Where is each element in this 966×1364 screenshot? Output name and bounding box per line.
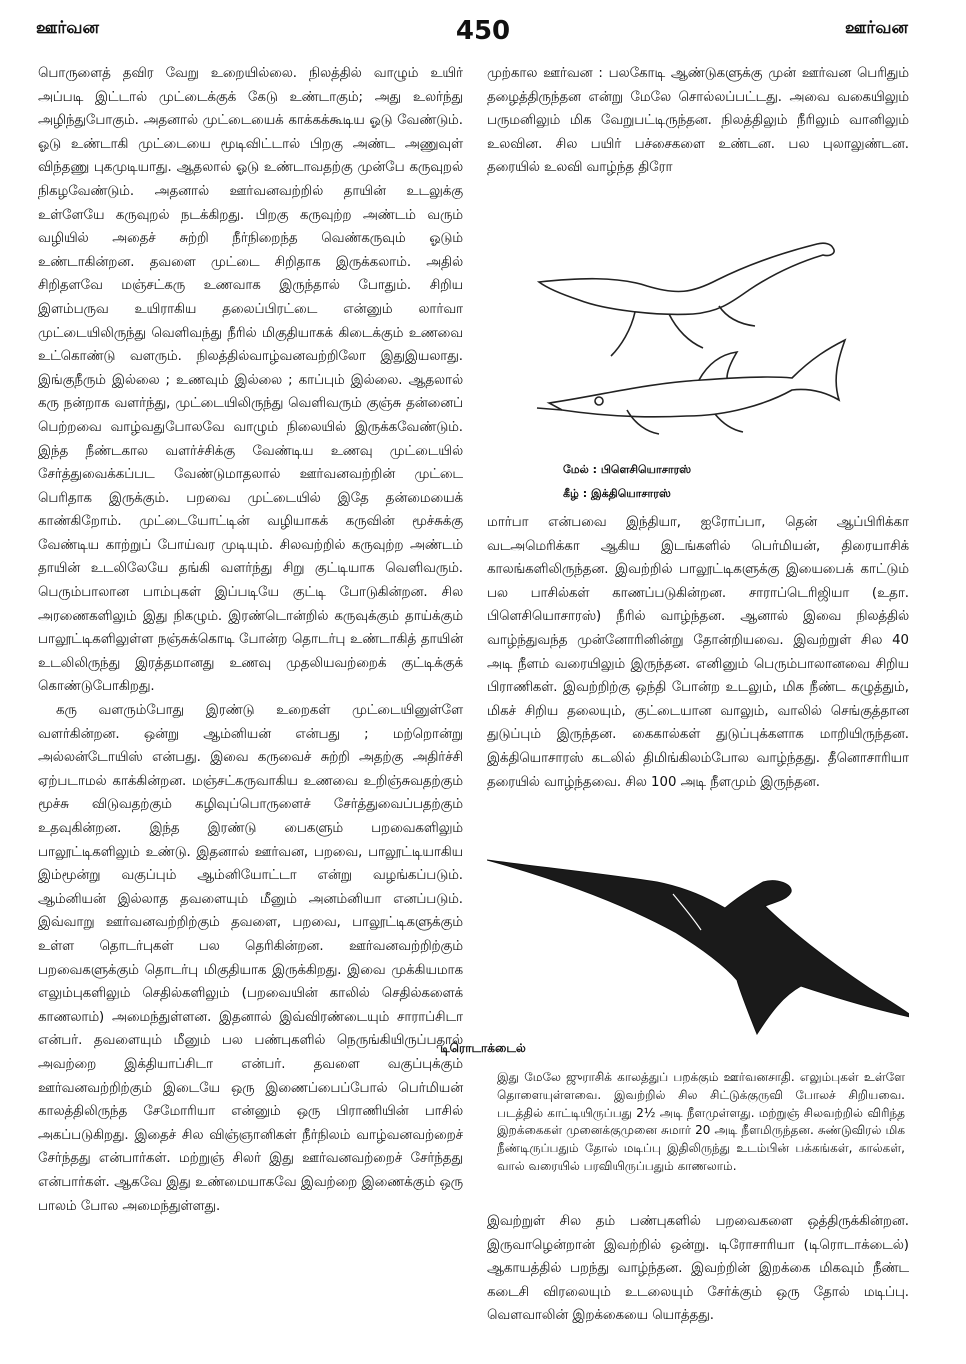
left-paragraph-1: பொருளைத் தவிர வேறு உறையில்லை. நிலத்தில் வாழும் உயிர் அப்படி இட்டால் முட்டைக்குக் கேடு உண்டாகும்; அது உலர்ந்து அழிந்துபோகும். அதனால் முட்டையைக் காக்கக்கூடிய ஓடு வேண்டும். ஓடு உண்டாகி முட்டையை மூடிவிட்டால் பிறகு அண்ட அணுவுள் விந்தணு புகமுடியாது. ஆதலால் ஓடு உண்டாவதற்கு முன்பே கருவுறல் நிகழவேண்டும். அதனால் ஊர்வனவற்றில் தாயின் உடலுக்கு உள்ளேயே கருவுறல் நடக்கிறது. பிறகு கருவுற்ற அண்டம் வரும் வழியில் அதைச் சுற்றி நீர்நிறைந்த வெண்கருவும் ஓடும் உண்டாகின்றன. தவளை முட்டை சிறிதாக இருக்கலாம். அதில் சிறிதளவே மஞ்சட்கரு உணவாக இருந்தால் போதும். சிறிய இளம்பருவ உயிராகிய தலைப்பிரட்டை என்னும் லார்வா முட்டையிலிருந்து வெளிவந்து நீரில் மிகுதியாகக் கிடைக்கும் உணவை உட்கொண்டு வளரும். நிலத்தில்வாழ்வனவற்றிலோ இதுஇயலாது. இங்குநீரும் இல்லை ; உணவும் இல்லை ; காப்பும் இல்லை. ஆதலால் கரு நன்றாக வளர்ந்து, முட்டையிலிருந்து வெளிவரும் குஞ்சு தன்னைப் பெற்றவை வாழ்வதுபோலவே வாழும் நிலையில் இருக்கவேண்டும். இந்த நீண்டகால வளர்ச்சிக்கு வேண்டிய உணவு முட்டையில் சேர்த்துவைக்கப்பட வேண்டுமாதலால் ஊர்வனவற்றின் முட்டை பெரிதாக இருக்கும். பறவை முட்டையில் இதே தன்மையைக் காண்கிறோம். முட்டையோட்டின் வழியாகக் கருவின் மூச்சுக்கு வேண்டிய காற்றுப் போய்வர முடியும். சிலவற்றில் கருவுற்ற அண்டம் தாயின் உடலிலேயே தங்கி வளர்ந்து சிறு குட்டியாக வெளிவரும். பெரும்பாலான பாம்புகள் இப்படியே குட்டி போடுகின்றன. சில அரணைகளிலும் இது நிகழும். இரண்டொன்றில் கருவுக்கும் தாய்க்கும் பாலூட்டிகளிலுள்ள நஞ்சுக்கொடி போன்ற தொடர்பு உண்டாகித் தாயின் உடலிலிருந்து இரத்தமானது உணவு முதலியவற்றைக் குட்டிக்குக் கொண்டுபோகிறது. [38,66,463,695]
right-paragraph-3-text: இவற்றுள் சில தம் பண்புகளில் பறவைகளை ஒத்திருக்கின்றன. இருவாழென்றான் இவற்றில் ஒன்று. டிரோசாரியா (டிரொடாக்டைல்) ஆகாயத்தில் பறந்து வாழ்ந்தன. இவற்றின் இறக்கை மிகவும் நீண்ட கடைசி விரலையும் உடலையும் சேர்க்கும் ஒரு தோல் மடிப்பு. வெளவாலின் இறக்கையை யொத்தது. [487,1214,909,1324]
right-paragraph-1-text: முற்கால ஊர்வன : பலகோடி ஆண்டுகளுக்கு முன் ஊர்வன பெரிதும் தழைத்திருந்தன என்று மேலே சொல்லப்பட்டது. அவை வகையிலும் பருமனிலும் மிக வேறுபட்டிருந்தன. நிலத்திலும் நீரிலும் வானிலும் உலவின. சில பயிர் பச்சைகளை உண்டன. பல புலாலுண்டன. தரையில் உலவி வாழ்ந்த திரோ [487,66,909,176]
left-paragraph-2: கரு வளரும்போது இரண்டு உறைகள் முட்டையினுள்ளே வளர்கின்றன. ஒன்று ஆம்னியன் என்பது ; மற்றொன்று அல்லன்டோயிஸ் என்பது. இவை கருவைச் சுற்றி அதற்கு அதிர்ச்சி ஏற்படாமல் காக்கின்றன. மஞ்சட்கருவாகிய உணவை உறிஞ்சுவதற்கும் மூச்சு விடுவதற்கும் கழிவுப்பொருளைச் சேர்த்துவைப்பதற்கும் உதவுகின்றன. இந்த இரண்டு பைகளும் பறவைகளிலும் பாலூட்டிகளிலும் உண்டு. இதனால் ஊர்வன, பறவை, பாலூட்டியாகிய இம்மூன்று வகுப்பும் ஆம்னியோட்டா என்று வழங்கப்படும். ஆம்னியன் இல்லாத தவளையும் மீனும் அனம்னியா எனப்படும். இவ்வாறு ஊர்வனவற்றிற்கும் தவளை, பறவை, பாலூட்டிகளுக்கும் உள்ள தொடர்புகள் பல தெரிகின்றன. ஊர்வனவற்றிற்கும் பறவைகளுக்கும் தொடர்பு மிகுதியாக இருக்கிறது. இவை முக்கியமாக எலும்புகளிலும் செதில்களிலும் (பறவையின் காலில் செதில்களைக் காணலாம்) அமைந்துள்ளன. இதனால் இவ்விரண்டையும் சாராப்சிடா என்பர். தவளையும் மீனும் பல பண்புகளில் நெருங்கியிருப்பதால் அவற்றை இக்தியாப்சிடா என்பர். தவளை வகுப்புக்கும் ஊர்வனவற்றிற்கும் இடையே ஒரு இணைப்பைப்போல் பெர்மியன் காலத்திலிருந்த சேமோரியா என்னும் ஒரு பிராணியின் பாசில் அகப்படுகிறது. இதைச் சில விஞ்ஞானிகள் நீர்நிலம் வாழ்வனவற்றைச் சேர்ந்தது என்பார்கள். மற்றுஞ் சிலர் இது ஊர்வனவற்றைச் சேர்ந்தது என்பார்கள். ஆகவே இது உண்மையாகவே இவற்றை இணைக்கும் ஒரு பாலம் போல அமைந்துள்ளது. [38,703,463,1214]
figure2-note: இது மேலே ஜுராசிக் காலத்துப் பறக்கும் ஊர்வனசாதி. எலும்புகள் உள்ளே தொளையுள்ளவை. இவற்றில் சில சிட்டுக்குருவி போலச் சிறியவை. படத்தில் காட்டியிருப்பது 2½ அடி நீளமுள்ளது. மற்றுஞ் சிலவற்றில் விரிந்த இறக்கைகள் முனைக்குமுனை சுமார் 20 அடி நீளமிருந்தன. சுண்டுவிரல் மிக நீண்டிருப்பதும் தோல் மடிப்பு இதிலிருந்து உடம்பின் பக்கங்கள், கால்கள், வால் வரையில் பரவியிருப்பதும் காணலாம். [497,1070,905,1173]
page-number: 450 [455,16,511,46]
figure1-caption-top: மேல் : பிளெசியொசாரஸ் [563,463,692,476]
marine-reptiles-drawing [487,238,909,463]
running-head-right: ஊர்வன [844,18,908,38]
right-paragraph-2-text: மார்பா என்பவை இந்தியா, ஐரோப்பா, தென் ஆப்பிரிக்கா வடஅமெரிக்கா ஆகிய இடங்களில் பெர்மியன், திரையாசிக் காலங்களிலிருந்தன. இவற்றில் பாலூட்டிகளுக்கு இயைபைக் காட்டும் பல பாசில்கள் காணப்படுகின்றன. சாராப்டெரிஜியா (உதா. பிளெசியொசாரஸ்) நீரில் வாழ்ந்தன. ஆனால் இவை நிலத்தில் வாழ்ந்துவந்த முன்னோரினின்று தோன்றியவை. இவற்றுள் சில 40 அடி நீளம் வரையிலும் இருந்தன. எனினும் பெரும்பாலானவை சிறிய பிராணிகள். இவற்றிற்கு ஒந்தி போன்ற உடலும், மிக நீண்ட கழுத்தும், மிகச் சிறிய தலையும், குட்டையான வாலும், வாலில் செங்குத்தான துடுப்பும் இருந்தன. கைகால்கள் துடுப்புக்களாக மாறியிருந்தன. இக்தியொசாரஸ் கடலில் திமிங்கிலம்போல வாழ்ந்தது. தீனொசாரியா தரையில் வாழ்ந்தவை. சில 100 அடி நீளமும் இருந்தன. [487,515,909,790]
running-head-left: ஊர்வன [36,18,100,38]
right-paragraph-2 [487,511,909,794]
plesiosaurus-drawing [539,243,834,356]
right-paragraph-3 [487,1210,909,1328]
figure1-caption-bottom: கீழ் : இக்தியொசாரஸ் [563,487,671,500]
pterodactyl-figure [487,842,909,1037]
figure2-caption: டிரொடாக்டைல் [440,1041,526,1055]
marine-reptiles-figure [487,238,909,463]
pterodactyl-drawing [487,842,909,1037]
ichthyosaurus-drawing [537,340,845,434]
pterodactyl-silhouette [487,860,909,1034]
right-paragraph-1 [487,62,909,180]
